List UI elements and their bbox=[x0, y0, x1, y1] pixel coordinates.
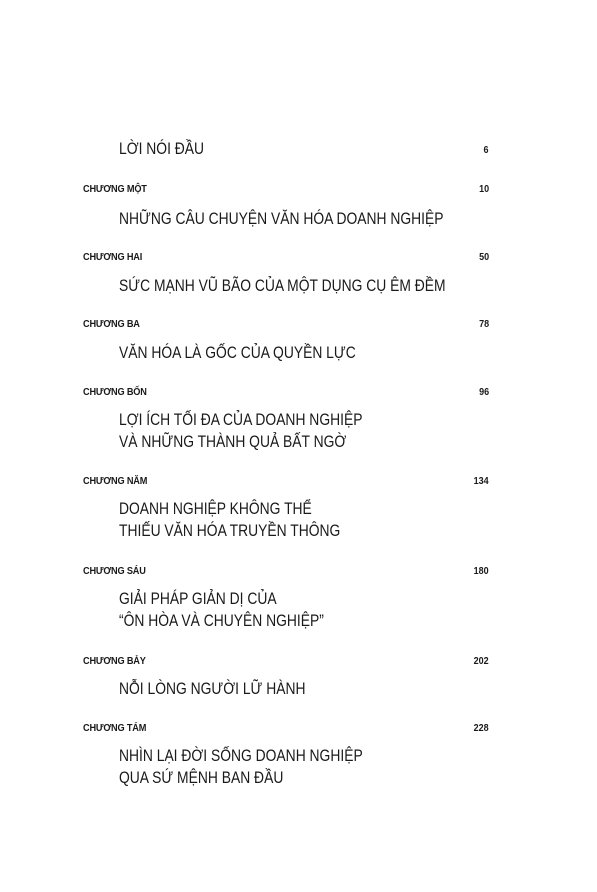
chapter-label: CHƯƠNG HAI bbox=[83, 252, 143, 263]
preface-page-number: 6 bbox=[483, 145, 489, 156]
chapter-title-line: SỨC MẠNH VŨ BÃO CỦA MỘT DỤNG CỤ ÊM ĐỀM bbox=[119, 277, 446, 295]
chapter-title-line: THIẾU VĂN HÓA TRUYỀN THÔNG bbox=[119, 522, 341, 540]
chapter-title-line: GIẢI PHÁP GIẢN DỊ CỦA bbox=[119, 590, 277, 608]
chapter-title-line: LỢI ÍCH TỐI ĐA CỦA DOANH NGHIỆP bbox=[119, 411, 363, 429]
chapter-page-number: 10 bbox=[478, 184, 489, 195]
chapter-title-line: VÀ NHỮNG THÀNH QUẢ BẤT NGỜ bbox=[119, 433, 347, 451]
chapter-label: CHƯƠNG SÁU bbox=[83, 566, 146, 577]
chapter-title-line: DOANH NGHIỆP KHÔNG THỂ bbox=[119, 500, 312, 518]
chapter-label: CHƯƠNG NĂM bbox=[83, 476, 148, 487]
chapter-title-line: VĂN HÓA LÀ GỐC CỦA QUYỀN LỰC bbox=[119, 344, 356, 362]
chapter-label: CHƯƠNG BẢY bbox=[83, 656, 146, 667]
chapter-title-line: NHỮNG CÂU CHUYỆN VĂN HÓA DOANH NGHIỆP bbox=[119, 210, 444, 228]
chapter-title-line: NHÌN LẠI ĐỜI SỐNG DOANH NGHIỆP bbox=[119, 747, 363, 765]
chapter-label: CHƯƠNG BỐN bbox=[83, 387, 147, 398]
chapter-title-line: “ÔN HÒA VÀ CHUYÊN NGHIỆP” bbox=[119, 612, 324, 630]
chapter-label: CHƯƠNG MỘT bbox=[83, 184, 147, 195]
chapter-label: CHƯƠNG TÁM bbox=[83, 723, 147, 734]
chapter-page-number: 180 bbox=[473, 566, 489, 577]
chapter-page-number: 134 bbox=[473, 476, 489, 487]
chapter-page-number: 50 bbox=[478, 252, 489, 263]
chapter-page-number: 96 bbox=[478, 387, 489, 398]
chapter-label: CHƯƠNG BA bbox=[83, 319, 140, 330]
chapter-title-line: QUA SỨ MỆNH BAN ĐẦU bbox=[119, 769, 284, 787]
preface-title: LỜI NÓI ĐẦU bbox=[119, 140, 205, 158]
chapter-page-number: 202 bbox=[473, 656, 489, 667]
chapter-title-line: NỖI LÒNG NGƯỜI LỮ HÀNH bbox=[119, 680, 306, 698]
chapter-page-number: 78 bbox=[478, 319, 489, 330]
chapter-page-number: 228 bbox=[473, 723, 489, 734]
